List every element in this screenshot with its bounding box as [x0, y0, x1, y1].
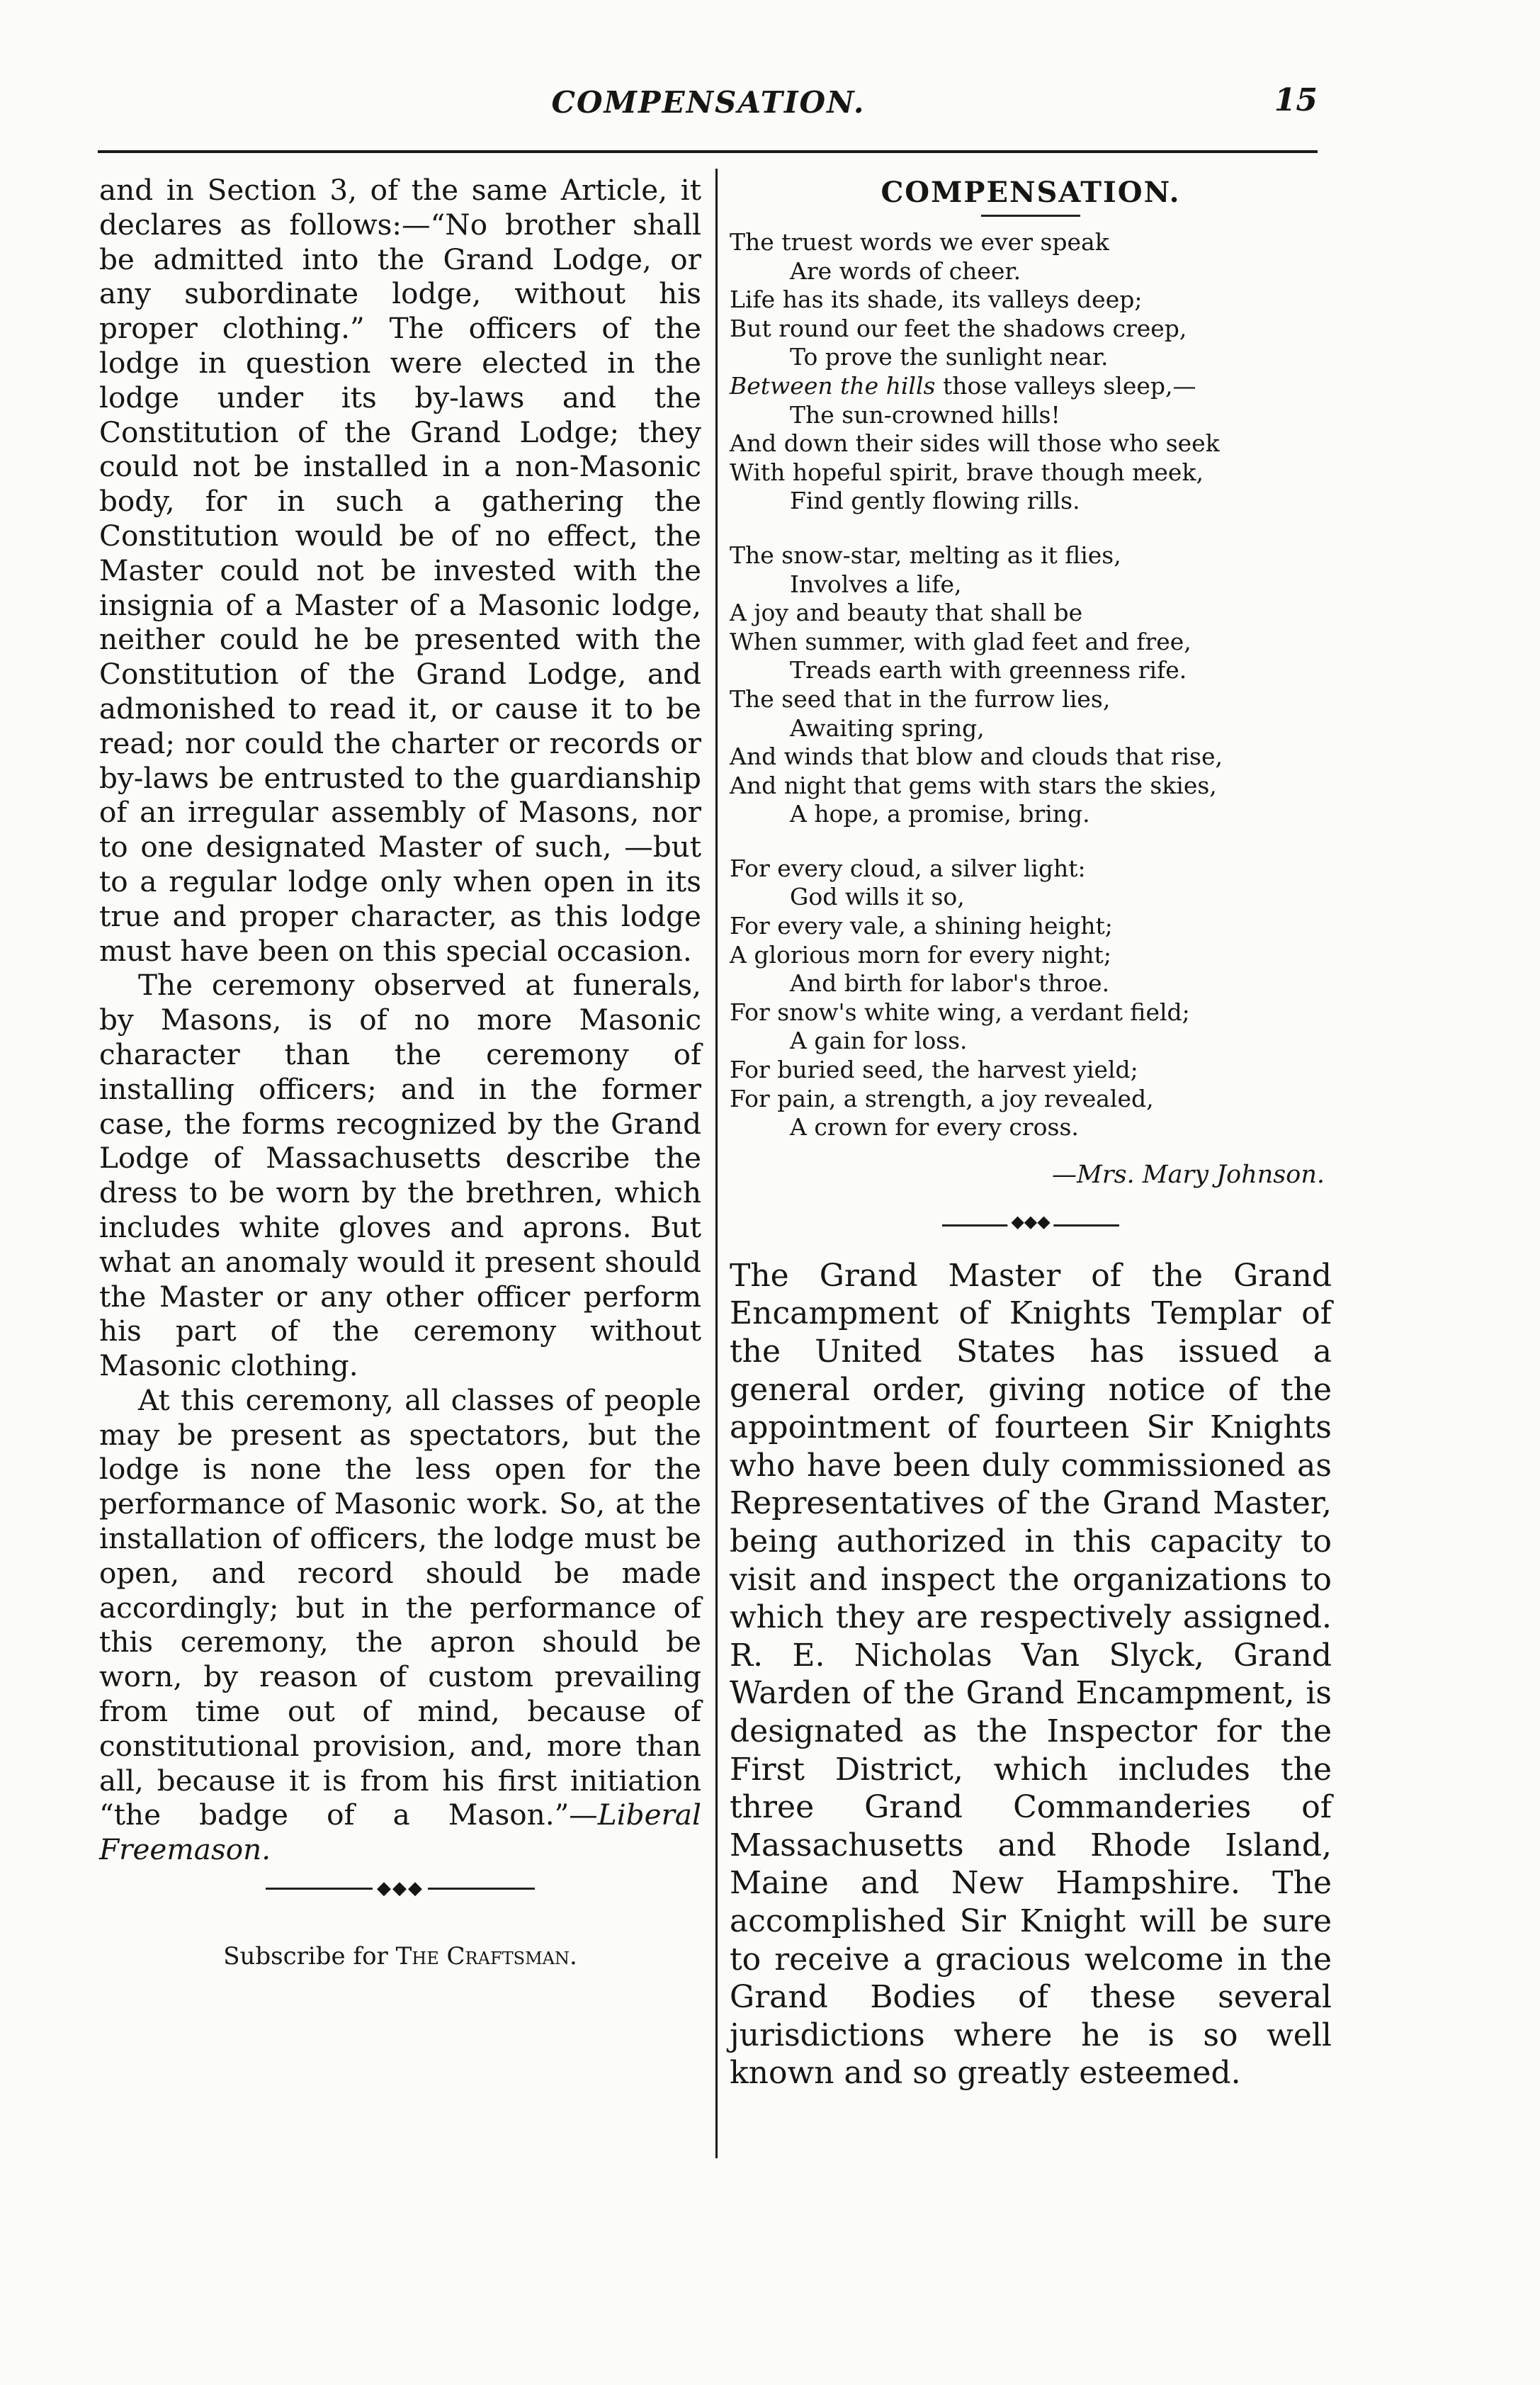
poem-line: And winds that blow and clouds that rise, [730, 743, 1223, 771]
poem-line: And night that gems with stars the skies, [730, 771, 1217, 799]
header-rule [98, 150, 1318, 153]
poem-line: And birth for labor's throe. [790, 969, 1110, 998]
poem-stanza [730, 541, 1332, 829]
poem-signature: —Mrs. Mary Johnson. [1052, 1160, 1325, 1189]
poem-line: And down their sides will those who seek [730, 429, 1220, 458]
poem-line: Involves a life, [790, 570, 962, 598]
ornament-glyph: ◆◆◆ [373, 1874, 428, 1902]
poem-line: A crown for every cross. [790, 1113, 1079, 1141]
ornament-glyph: ◆◆◆ [1007, 1212, 1053, 1231]
poem-line: The snow-star, melting as it flies, [730, 541, 1121, 569]
article-paragraph-text: At this ceremony, all classes of people may be present as spectators, but the lodge is none the less open for the performance of Masonic work. So, at the installation of officers, the lodge must be open, and record should be made accordingly; but in the performance of this ceremony, the apron should be worn, by reason of custom prevailing from time out of mind, because of constitutional provision, and, more than all, because it is from his first initiation “the badge of a Mason.”— [99, 1382, 701, 1832]
poem-line: Treads earth with greenness rife. [790, 656, 1187, 684]
subscribe-notice [99, 1939, 701, 1974]
poem-line: For every vale, a shining height; [730, 912, 1113, 940]
poem-line: The truest words we ever speak [730, 228, 1109, 256]
article-paragraph-last [99, 1383, 701, 1867]
poem [730, 228, 1332, 1142]
title-rule [981, 215, 1080, 217]
poem-line: Are words of cheer. [790, 256, 1021, 285]
ornament-divider [266, 1874, 535, 1902]
poem-line: To prove the sunlight near. [790, 343, 1109, 371]
column-divider [715, 169, 718, 2158]
news-notice [730, 1257, 1332, 2092]
publication-name: The Craftsman. [395, 1942, 577, 1971]
poem-line: A glorious morn for every night; [730, 940, 1111, 969]
poem-line: For snow's white wing, a verdant field; [730, 998, 1190, 1026]
poem-line: A joy and beauty that shall be [730, 599, 1083, 627]
poem-stanza [730, 855, 1332, 1142]
poem-line: For buried seed, the harvest yield; [730, 1056, 1138, 1084]
running-title: COMPENSATION. [551, 85, 866, 120]
article-source: Liberal Freemason. [99, 1798, 701, 1867]
poem-line: But round our feet the shadows creep, [730, 314, 1187, 342]
right-column [730, 173, 1332, 2092]
page-number: 15 [1274, 82, 1318, 118]
poem-line: For pain, a strength, a joy revealed, [730, 1084, 1154, 1112]
article-paragraph: and in Section 3, of the same Article, it declares as follows:—“No brother shall be admitted into the Grand Lodge, or any subordinate lodge, without his proper clothing.” The officers of the lodge in question were elected in the lodge under its by-laws and the Constitution of the Grand Lodge; they could not be installed in a non-Masonic body, for in such a gathering the Constitution would be of no effect, the Master could not be invested with the insignia of a Master of a Masonic lodge, neither could he be presented with the Constitution of the Grand Lodge, and admonished to read it, or cause it to be read; nor could the charter or records or by-laws be entrusted to the guardianship of an irregular assembly of Masons, nor to one designated Master of such, —but to a regular lodge only when open in its true and proper character, as this lodge must have been on this special occasion. [99, 173, 701, 968]
article-paragraph: The ceremony observed at funerals, by Masons, is of no more Masonic character than the ceremony of installing officers; and in the former case, the forms recognized by the Grand Lodge of Massachusetts describe the dress to be worn by the brethren, which includes white gloves and aprons. But what an anomaly would it present should the Master or any other officer perform his part of the ceremony without Masonic clothing. [99, 968, 701, 1383]
poem-line: For every cloud, a silver light: [730, 854, 1086, 882]
notice-paragraph: The Grand Master of the Grand Encampment of Knights Templar of the United States has issued a general order, giving notice of the appointment of fourteen Sir Knights who have been duly commissioned as Representatives of the Grand Master, being authorized in this capacity to visit and inspect the organizations to which they are respectively assigned. R. E. Nicholas Van Slyck, Grand Warden of the Grand Encampment, is designated as the Inspector for the First District, which includes the three Grand Commanderies of Massachusetts and Rhode Island, Maine and New Hampshire. The accomplished Sir Knight will be sure to receive a gracious welcome in the Grand Bodies of these several jurisdictions where he is so well known and so greatly esteemed. [730, 1257, 1332, 2092]
poem-line: Life has its shade, its valleys deep; [730, 286, 1143, 314]
poem-line: Find gently flowing rills. [790, 487, 1080, 515]
running-head [99, 77, 1318, 133]
poem-line: The sun-crowned hills! [790, 400, 1060, 429]
poem-line: God wills it so, [790, 883, 965, 911]
poem-line: The seed that in the furrow lies, [730, 684, 1111, 713]
poem-title: COMPENSATION. [881, 176, 1181, 209]
subscribe-prefix: Subscribe for [223, 1942, 396, 1971]
poem-line: Awaiting spring, [790, 714, 985, 742]
left-column [99, 173, 701, 1974]
poem-line: A gain for loss. [790, 1027, 968, 1055]
poem-line: When summer, with glad feet and free, [730, 627, 1191, 655]
poem-line: With hopeful spirit, brave though meek, [730, 458, 1204, 486]
poem-line: A hope, a promise, bring. [790, 800, 1090, 828]
poem-line: Between the hills those valleys sleep,— [730, 371, 1196, 400]
ornament-divider [942, 1211, 1119, 1236]
poem-stanza [730, 228, 1332, 516]
